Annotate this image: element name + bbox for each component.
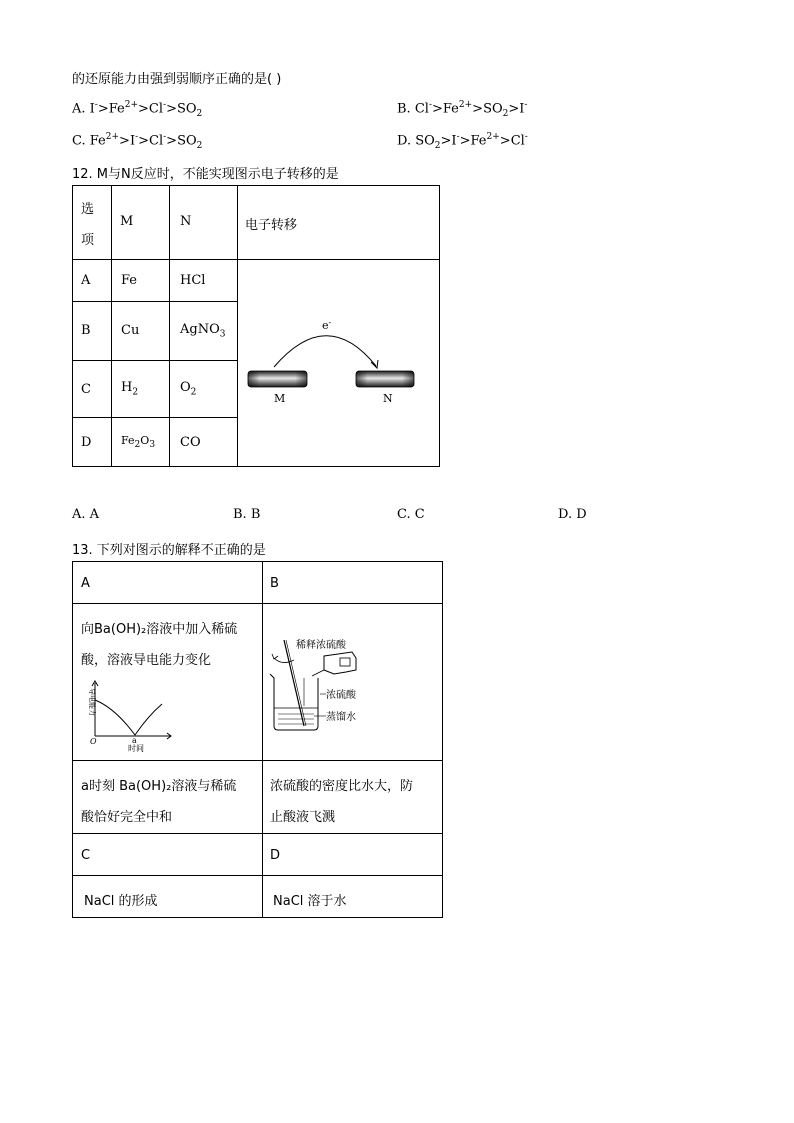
header-m: M: [120, 214, 134, 229]
q12-answer-c[interactable]: C. C: [397, 507, 425, 522]
row-b-option: B: [81, 323, 91, 338]
q12-answer-a[interactable]: A. A: [72, 507, 100, 522]
graph-origin: O: [90, 737, 97, 746]
row-c-option: C: [81, 382, 91, 397]
row-b-m: Cu: [121, 323, 140, 338]
q12-stem: 12. M与N反应时，不能实现图示电子转移的是: [72, 167, 339, 182]
dilution-beaker-figure: [264, 630, 394, 740]
a-explanation-2: 酸恰好完全中和: [81, 810, 173, 825]
row-a-n: HCl: [180, 273, 206, 288]
q11-option-a[interactable]: A. $I^->Fe^{2+}>Cl^->SO_2$: [72, 100, 203, 119]
row-b-n: AgNO$_3$: [180, 322, 226, 340]
label-m: M: [274, 392, 286, 405]
q11-option-c[interactable]: C. $Fe^{2+}>I^->Cl^->SO_2$: [72, 132, 203, 151]
row-c-m: $H_2$: [121, 380, 139, 398]
row-a-m: Fe: [121, 273, 138, 288]
conductivity-curve: [95, 700, 162, 735]
row-a-option: A: [81, 273, 91, 288]
electron-label: e-: [322, 318, 332, 332]
label-n: N: [383, 392, 393, 405]
header-electron-transfer: 电子转移: [245, 218, 298, 233]
cell-b-label: B: [270, 576, 279, 591]
cell-a-label: A: [81, 576, 90, 591]
label-distilled-water: 蒸馏水: [326, 712, 356, 723]
row-d-option: D: [81, 435, 92, 450]
row-c-n: $O_2$: [180, 380, 197, 398]
c-text: NaCl 的形成: [84, 894, 158, 909]
a-figure-caption-2: 酸，溶液导电能力变化: [81, 653, 212, 668]
electron-transfer-diagram: [240, 310, 440, 430]
beaker-title: 稀释浓硫酸: [296, 640, 346, 651]
q11-stem: 的还原能力由强到弱顺序正确的是( ): [72, 72, 282, 87]
conductivity-graph: [80, 678, 180, 758]
d-text: NaCl 溶于水: [273, 894, 347, 909]
q12-answer-b[interactable]: B. B: [233, 507, 261, 522]
b-explanation-1: 浓硫酸的密度比水大，防: [270, 779, 414, 794]
graph-mark: a: [132, 736, 137, 745]
header-n: N: [180, 214, 192, 229]
b-explanation-2: 止酸液飞溅: [270, 810, 336, 825]
q12-answer-d[interactable]: D. D: [558, 507, 587, 522]
q11-option-b[interactable]: B. $Cl^->Fe^{2+}>SO_2>I^-$: [397, 100, 528, 119]
q11-option-d[interactable]: D. $SO_2>I^->Fe^{2+}>Cl^-$: [397, 132, 528, 151]
graph-xlabel: 时间: [128, 744, 144, 753]
transfer-arrow: [274, 336, 376, 367]
header-option-2: 项: [81, 233, 95, 248]
graph-ylabel: 导电能力: [88, 688, 96, 716]
cell-d-label: D: [270, 848, 281, 863]
label-conc-acid: 浓硫酸: [326, 690, 356, 701]
glass-rod-icon: [284, 640, 304, 726]
row-d-m: $Fe_2O_3$: [121, 434, 156, 451]
a-explanation-1: a时刻 Ba(OH)₂溶液与稀硫: [81, 779, 237, 794]
q13-stem: 13. 下列对图示的解释不正确的是: [72, 543, 266, 558]
a-figure-caption-1: 向Ba(OH)₂溶液中加入稀硫: [81, 622, 238, 637]
header-option-1: 选: [81, 202, 95, 217]
cell-c-label: C: [81, 848, 91, 863]
row-d-n: CO: [180, 435, 201, 450]
